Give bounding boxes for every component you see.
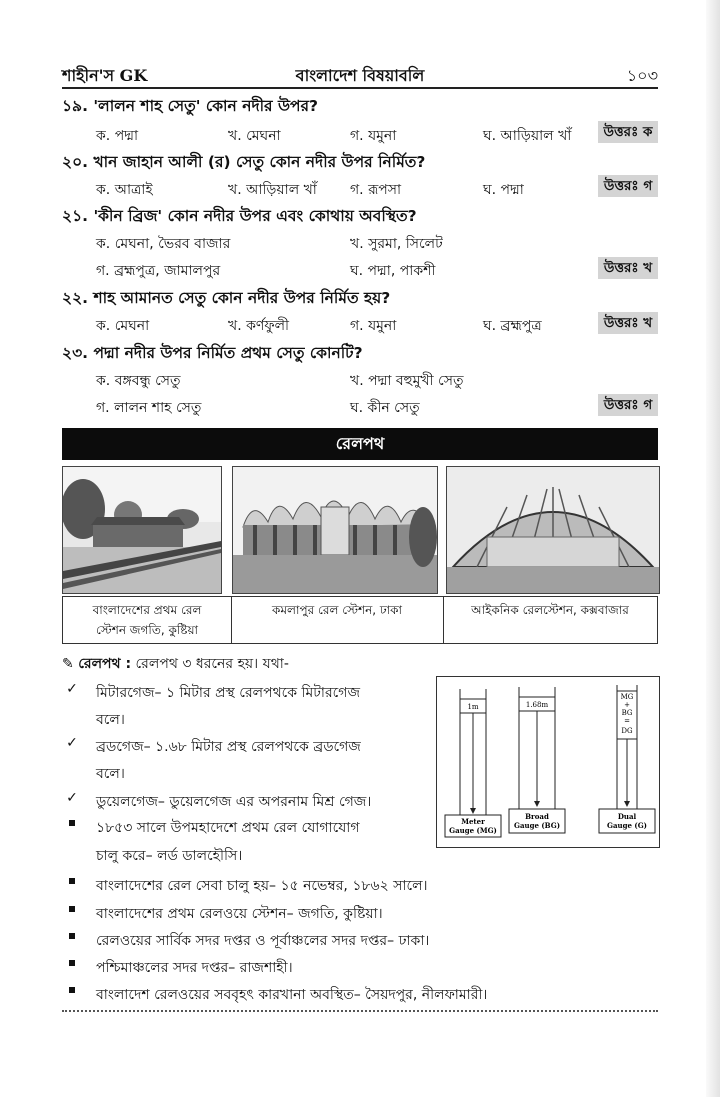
chapter-title: বাংলাদেশ বিষয়াবলি: [295, 66, 425, 85]
label-1m: 1m: [467, 703, 479, 711]
question-20: [62, 150, 425, 176]
answer-badge: উত্তরঃ গ: [598, 175, 658, 197]
question-number: ১৯.: [62, 97, 89, 115]
box-dual-l1: Dual: [617, 812, 637, 821]
question-text: খান জাহান আলী (র) সেতু কোন নদীর উপর নির্মিত?: [93, 153, 426, 171]
pen-icon: ✎: [62, 656, 74, 672]
caption-line: কমলাপুর রেল স্টেশন, ঢাকা: [271, 603, 403, 617]
dual-eq: =: [624, 717, 630, 725]
photo-captions: [62, 596, 658, 644]
page-edge-shadow: [706, 0, 720, 1097]
railway-station-photo: [63, 467, 221, 593]
item-text: মিটারগেজ– ১ মিটার প্রস্থ রেলপথকে মিটারগেজ: [96, 685, 361, 701]
item-text: রেলওয়ের সার্বিক সদর দপ্তর ও পূর্বাঞ্চলের সদর দপ্তর– ঢাকা।: [96, 933, 430, 949]
dual-plus: +: [624, 701, 630, 709]
option: ঘ. কীন সেতু: [350, 400, 420, 416]
option: গ. ব্রহ্মপুত্র, জামালপুর: [96, 263, 221, 279]
photo-strip: [62, 466, 658, 594]
caption-line: আইকনিক রেলস্টেশন, কক্সবাজার: [471, 603, 629, 617]
header-rule: [62, 87, 658, 89]
railway-station-photo: [233, 467, 437, 593]
option: ক. আত্রাই: [96, 182, 153, 198]
option: ঘ. আড়িয়াল খাঁ: [483, 128, 572, 144]
section-banner: রেলপথ: [62, 428, 658, 460]
railway-station-photo: [447, 467, 659, 593]
option: গ. যমুনা: [350, 318, 397, 334]
heading-text: রেলপথ ৩ ধরনের হয়। যথা-: [135, 656, 289, 672]
question-number: ২৩.: [62, 344, 89, 362]
item-text: চালু করে– লর্ড ডালহৌসি।: [96, 848, 243, 864]
footer-dotted-rule: [62, 1010, 658, 1012]
label-168m: 1.68m: [525, 701, 549, 709]
option: খ. মেঘনা: [228, 128, 281, 144]
option: ঘ. পদ্মা: [483, 182, 524, 198]
item-text: ডুয়েলগেজ– ডুয়েলগেজ এর অপরনাম মিশ্র গেজ।: [96, 794, 372, 810]
question-number: ২১.: [62, 207, 89, 225]
caption-2: [231, 597, 443, 643]
option: ক. মেঘনা: [96, 318, 150, 334]
bullet-icon: [62, 956, 82, 972]
option: গ. রূপসা: [350, 182, 402, 198]
option: খ. আড়িয়াল খাঁ: [228, 182, 317, 198]
bullet-icon: [62, 816, 82, 832]
bullet-icon: [62, 983, 82, 999]
option: গ. লালন শাহ সেতু: [96, 400, 202, 416]
option: খ. সুরমা, সিলেট: [350, 236, 443, 252]
question-text: পদ্মা নদীর উপর নির্মিত প্রথম সেতু কোনটি?: [93, 344, 363, 362]
photo-coxsbazar-station: [446, 466, 660, 594]
item-text: পশ্চিমাঞ্চলের সদর দপ্তর– রাজশাহী।: [96, 960, 293, 976]
option: ঘ. পদ্মা, পাকশী: [350, 263, 436, 279]
gauge-diagram-figure: [437, 677, 659, 847]
question-number: ২০.: [62, 153, 89, 171]
question-23: [62, 341, 363, 367]
caption-line: বাংলাদেশের প্রথম রেল: [92, 603, 202, 617]
bullet-icon: [62, 874, 82, 890]
book-title: শাহীন'স GK: [62, 66, 148, 85]
answer-badge: উত্তরঃ গ: [598, 394, 658, 416]
question-text: 'লালন শাহ সেতু' কোন নদীর উপর?: [93, 97, 319, 115]
option: ক. পদ্মা: [96, 128, 139, 144]
question-text: শাহ আমানত সেতু কোন নদীর উপর নির্মিত হয়?: [93, 289, 391, 307]
gauge-diagram: [436, 676, 660, 848]
option: ক. মেঘনা, ভৈরব বাজার: [96, 236, 231, 252]
item-text: বলে।: [96, 766, 125, 782]
answer-badge: উত্তরঃ খ: [598, 257, 658, 279]
question-number: ২২.: [62, 289, 89, 307]
checkmark-icon: ✓: [66, 790, 78, 806]
item-text: বাংলাদেশ রেলওয়ের সববৃহৎ কারখানা অবস্থিত– সৈয়দপুর, নীলফামারী।: [96, 987, 488, 1003]
checkmark-icon: ✓: [66, 681, 78, 697]
photo-kamalapur-station: [232, 466, 438, 594]
option: ক. বঙ্গবন্ধু সেতু: [96, 373, 181, 389]
caption-3: [443, 597, 657, 643]
dual-dg: DG: [621, 727, 633, 735]
checkmark-icon: ✓: [66, 735, 78, 751]
item-text: বাংলাদেশের প্রথম রেলওয়ে স্টেশন– জগতি, কুষ্টিয়া।: [96, 906, 383, 922]
heading-label: রেলপথ :: [78, 656, 132, 672]
option: খ. পদ্মা বহুমুখী সেতু: [350, 373, 464, 389]
option: খ. কর্ণফুলী: [228, 318, 290, 334]
dual-bg: BG: [621, 709, 633, 717]
page-number: ১০৩: [626, 66, 658, 85]
question-text: 'কীন ব্রিজ' কোন নদীর উপর এবং কোথায় অবস্থিত?: [93, 207, 417, 225]
box-meter-l1: Meter: [461, 817, 485, 826]
answer-badge: উত্তরঃ ক: [598, 121, 658, 143]
box-dual-l2: Gauge (G): [607, 821, 647, 830]
photo-jagati-station: [62, 466, 222, 594]
box-meter-l2: Gauge (MG): [449, 826, 497, 835]
box-broad-l2: Gauge (BG): [513, 821, 561, 830]
bullet-icon: [62, 929, 82, 945]
caption-line: স্টেশন জগতি, কুষ্টিয়া: [95, 623, 199, 637]
item-text: বাংলাদেশের রেল সেবা চালু হয়– ১৫ নভেম্বর, ১৮৬২ সালে।: [96, 878, 428, 894]
option: গ. যমুনা: [350, 128, 397, 144]
page-header: [62, 60, 658, 86]
item-text: ব্রডগেজ– ১.৬৮ মিটার প্রস্থ রেলপথকে ব্রডগেজ: [96, 739, 361, 755]
bullet-icon: [62, 902, 82, 918]
box-broad-l1: Broad: [525, 812, 549, 821]
question-22: [62, 286, 390, 312]
item-text: বলে।: [96, 712, 125, 728]
answer-badge: উত্তরঃ খ: [598, 312, 658, 334]
item-text: ১৮৫৩ সালে উপমহাদেশে প্রথম রেল যোগাযোগ: [96, 820, 360, 836]
section-heading: [62, 652, 289, 676]
dual-mg: MG: [620, 693, 634, 701]
caption-1: [63, 597, 231, 643]
option: ঘ. ব্রহ্মপুত্র: [483, 318, 542, 334]
question-19: [62, 94, 318, 120]
question-21: [62, 204, 417, 230]
